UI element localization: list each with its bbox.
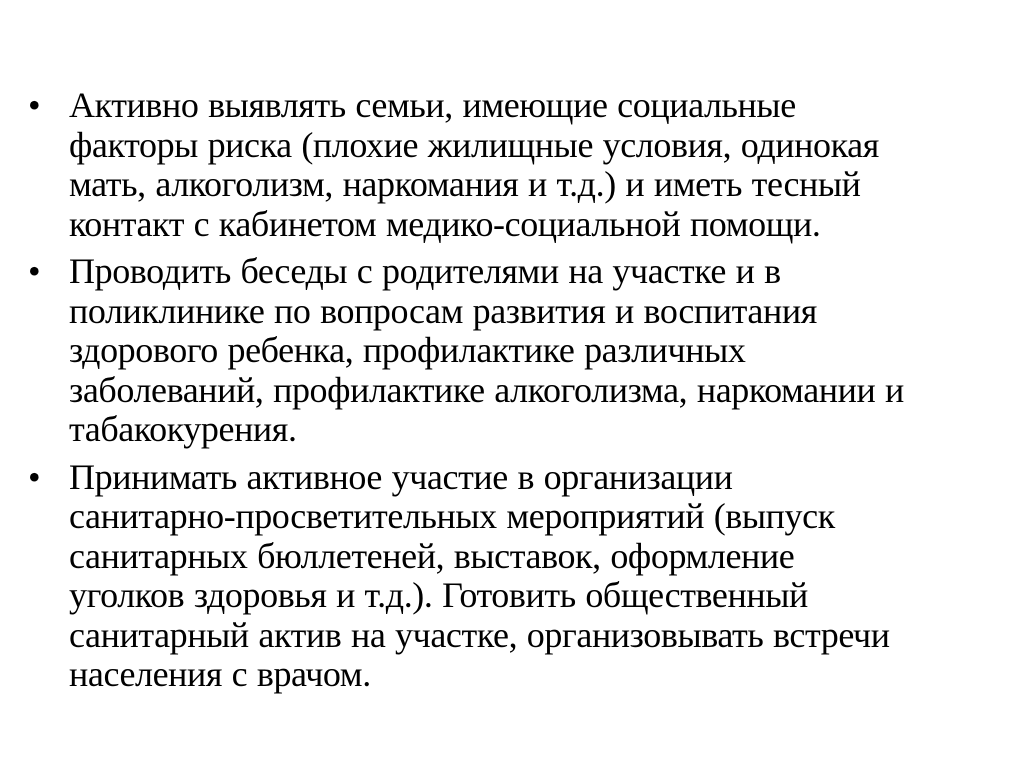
list-item-text: Проводить беседы с родителями на участке и в поликлинике по вопросам развития и воспитания здорового ребенка, профилактике различных заболеваний, профилактике алкоголизма, наркомании и табакокурения. xyxy=(69,251,904,449)
list-item-text: Принимать активное участие в организации санитарно-просветительных мероприятий (выпуск санитарных бюллетеней, выставок, оформление уголков здоровья и т.д.). Готовить общественный санитарный актив на участке, организовывать встречи населения с врачом. xyxy=(69,456,890,694)
bullet-icon: • xyxy=(28,456,41,497)
bullet-icon: • xyxy=(28,85,41,125)
list-item-identify-families xyxy=(28,86,1013,244)
list-item-parent-talks xyxy=(28,252,1013,450)
list-item-text: Активно выявлять семьи, имеющие социальные факторы риска (плохие жилищные условия, одинокая мать, алкоголизм, наркомания и т.д.) и иметь тесный контакт с кабинетом медико-социальной помощи. xyxy=(69,85,879,244)
bullet-icon: • xyxy=(28,251,41,291)
list-item-health-education xyxy=(28,458,1013,695)
bullet-list xyxy=(28,86,1013,703)
